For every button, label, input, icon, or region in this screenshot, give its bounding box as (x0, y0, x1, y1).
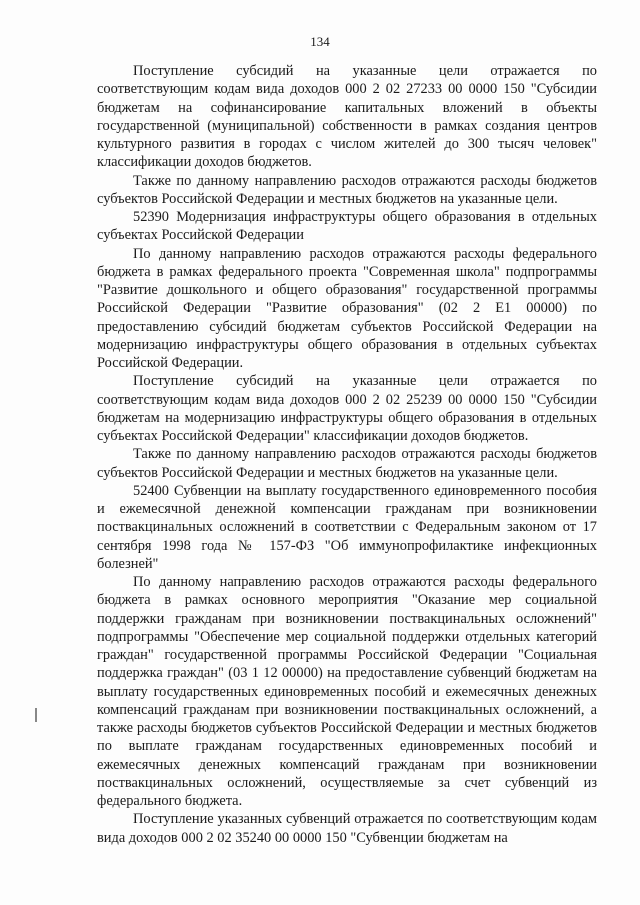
section-heading-52400: 52400 Субвенции на выплату государственного единовременного пособия и ежемесячной денежной компенсации гражданам при возникновении поствакцинальных осложнений в соответствии с Федеральным законом от 17 сентября 1998 года № 157-ФЗ "Об иммунопрофилактике инфекционных болезней" (97, 482, 597, 572)
section-heading-52390: 52390 Модернизация инфраструктуры общего образования в отдельных субъектах Российской Федерации (97, 209, 597, 244)
paragraph-3: По данному направлению расходов отражаются расходы федерального бюджета в рамках федерального проекта "Современная школа" подпрограммы "Развитие дошкольного и общего образования" государственной программы Российской Федерации "Развитие образования" (02 2 E1 00000) по предоставлению субсидий бюджетам субъектов Российской Федерации на модернизацию инфраструктуры общего образования в отдельных субъектах Российской Федерации. (97, 245, 597, 371)
paragraph-5: Также по данному направлению расходов отражаются расходы бюджетов субъектов Российской Федерации и местных бюджетов на указанные цели. (97, 446, 597, 481)
paragraph-6: По данному направлению расходов отражаются расходы федерального бюджета в рамках основного мероприятия "Оказание мер социальной поддержки гражданам при возникновении поствакцинальных осложнений" подпрограммы "Обеспечение мер социальной поддержки отдельных категорий граждан" государственной программы Российской Федерации "Социальная поддержка граждан" (03 1 12 00000) на предоставление субвенций бюджетам на выплату государственных единовременных пособий и ежемесячных денежных компенсаций гражданам при возникновении поствакцинальных осложнений, а также расходы бюджетов субъектов Российской Федерации и местных бюджетов по выплате гражданам государственных единовременных пособий и ежемесячных денежных компенсаций гражданам при возникновении поствакцинальных осложнений, осуществляемые за счет субвенций из федерального бюджета. (97, 574, 597, 809)
paragraph-7: Поступление указанных субвенций отражается по соответствующим кодам вида доходов 000 2 02 35240 00 0000 150 "Субвенции бюджетам на (97, 811, 597, 846)
margin-mark (35, 708, 37, 722)
paragraph-2: Также по данному направлению расходов отражаются расходы бюджетов субъектов Российской Федерации и местных бюджетов на указанные цели. (97, 172, 597, 207)
paragraph-4: Поступление субсидий на указанные цели отражается по соответствующим кодам вида доходов 000 2 02 25239 00 0000 150 "Субсидии бюджетам на модернизацию инфраструктуры общего образования в отдельных субъектах Российской Федерации" классификации доходов бюджетов. (97, 373, 597, 444)
body-text (97, 62, 597, 847)
page-number: 134 (310, 34, 330, 49)
paragraph-1: Поступление субсидий на указанные цели отражается по соответствующим кодам вида доходов 000 2 02 27233 00 0000 150 "Субсидии бюджетам на софинансирование капитальных вложений в объекты государственной (муниципальной) собственности в рамках создания центров культурного развития в городах с числом жителей до 300 тысяч человек" классификации доходов бюджетов. (97, 63, 597, 171)
